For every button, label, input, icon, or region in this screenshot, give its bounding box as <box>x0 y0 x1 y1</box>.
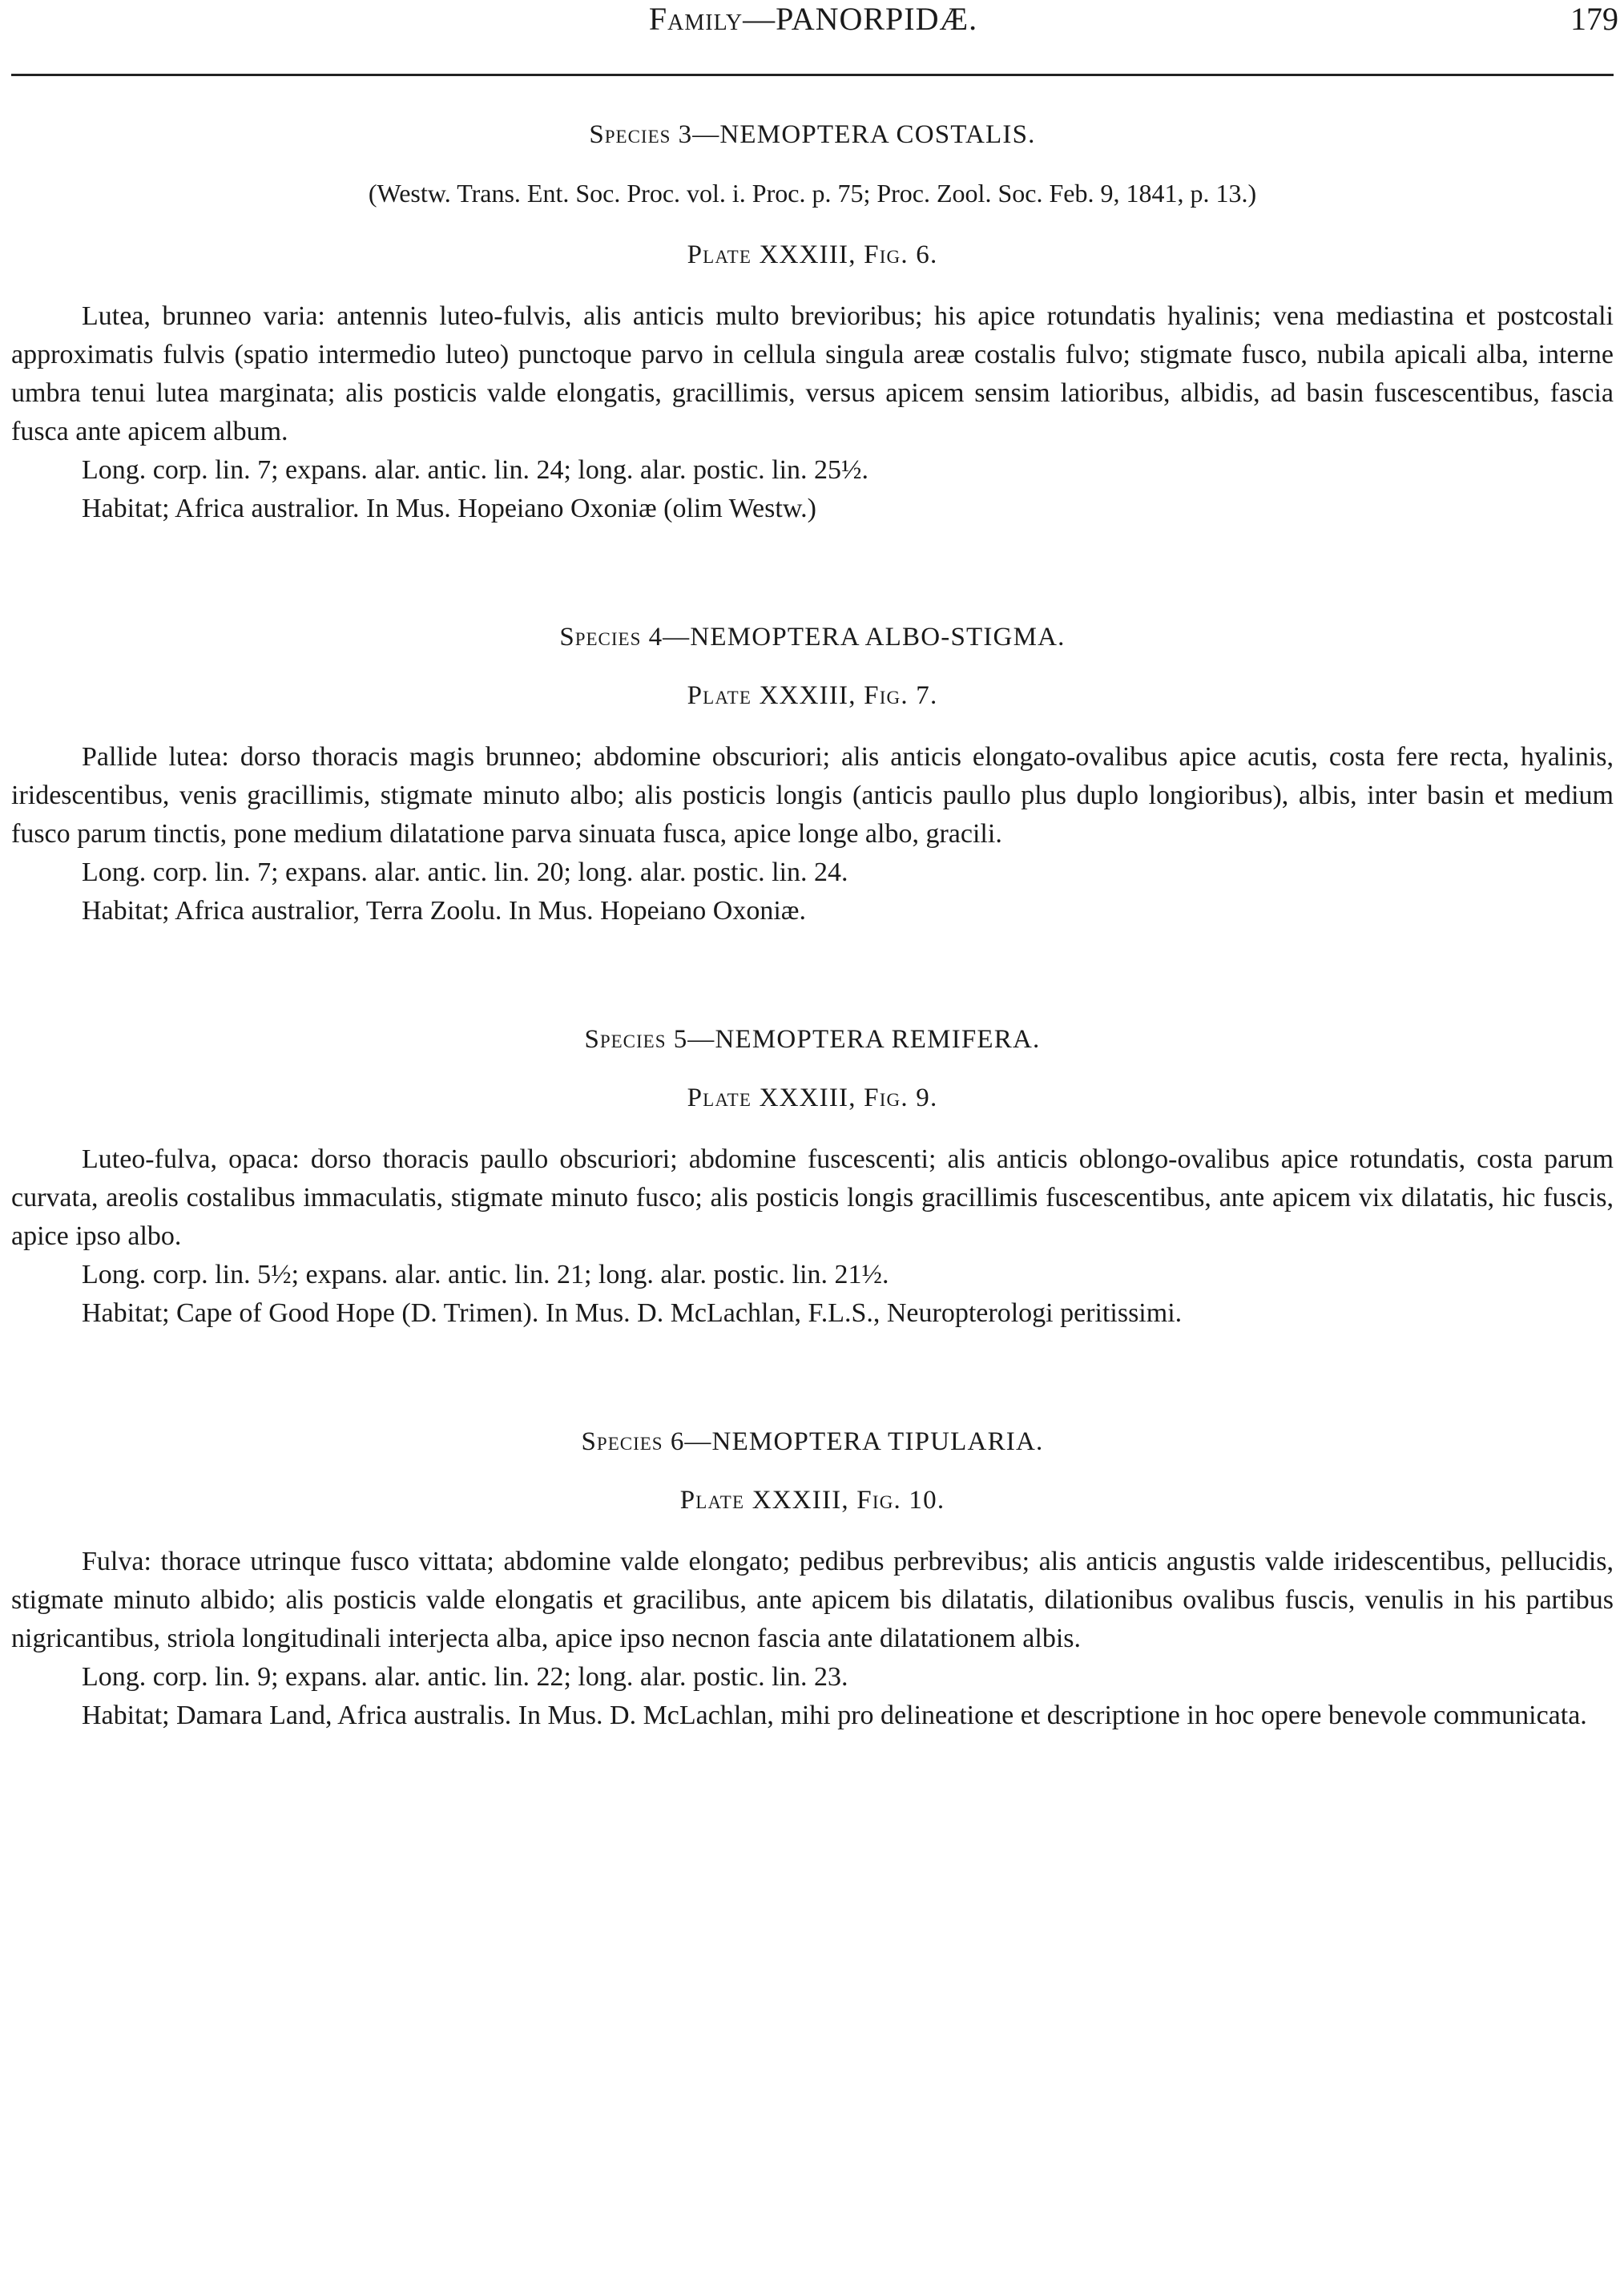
plate-reference <box>11 1486 1614 1515</box>
species-section-6 <box>11 1427 1614 1735</box>
plate-number: XXXIII, <box>752 240 864 269</box>
page-number: 179 <box>1570 1 1618 37</box>
page-content <box>11 120 1614 1735</box>
plate-reference <box>11 240 1614 270</box>
species-section-3 <box>11 120 1614 528</box>
fig-number: 7. <box>908 681 938 710</box>
species-habitat: Habitat; Cape of Good Hope (D. Trimen). In Mus. D. McLachlan, F.L.S., Neuropterologi peritissimi. <box>82 1298 1183 1328</box>
fig-label: Fig. <box>864 240 909 269</box>
species-habitat: Habitat; Africa australior. In Mus. Hopeiano Oxoniæ (olim Westw.) <box>82 494 816 523</box>
species-label: Species 4 <box>559 623 663 652</box>
species-section-5 <box>11 1025 1614 1333</box>
running-head <box>8 0 1618 48</box>
species-measurements: Long. corp. lin. 7; expans. alar. antic. lin. 24; long. alar. postic. lin. 25½. <box>82 455 869 485</box>
species-description: Pallide lutea: dorso thoracis magis brunneo; abdomine obscuriori; alis anticis elongato-ovalibus apice acutis, costa fere recta, hyalinis, iridescentibus, venis gracillimis, stigmate minuto albo; alis posticis longis (anticis paullo plus duplo longioribus), albis, inter basin et medium fusco parum tinctis, pone medium dilatatione parva sinuata fusca, apice longe albo, gracili. <box>11 742 1614 849</box>
species-measurements: Long. corp. lin. 7; expans. alar. antic. lin. 20; long. alar. postic. lin. 24. <box>82 858 848 887</box>
fig-label: Fig. <box>864 681 909 710</box>
plate-reference <box>11 681 1614 711</box>
species-section-4 <box>11 623 1614 930</box>
plate-reference <box>11 1083 1614 1113</box>
species-name: —NEMOPTERA ALBO-STIGMA. <box>663 623 1066 652</box>
plate-number: XXXIII, <box>752 681 864 710</box>
fig-label: Fig. <box>864 1083 909 1112</box>
fig-label: Fig. <box>856 1486 901 1515</box>
fig-number: 9. <box>908 1083 938 1112</box>
species-measurements: Long. corp. lin. 5½; expans. alar. antic. lin. 21; long. alar. postic. lin. 21½. <box>82 1260 889 1289</box>
species-heading <box>11 1427 1614 1457</box>
species-habitat: Habitat; Damara Land, Africa australis. In Mus. D. McLachlan, mihi pro delineatione et descriptione in hoc opere benevole communicata. <box>82 1701 1587 1730</box>
species-name: —NEMOPTERA TIPULARIA. <box>684 1427 1044 1456</box>
species-name: —NEMOPTERA REMIFERA. <box>687 1025 1041 1054</box>
plate-number: XXXIII, <box>744 1486 857 1515</box>
plate-label: Plate <box>687 240 752 269</box>
species-description: Luteo-fulva, opaca: dorso thoracis paullo obscuriori; abdomine fuscescenti; alis anticis oblongo-ovalibus apice rotundatis, costa parum curvata, areolis costalibus immaculatis, stigmate minuto fusco; alis posticis longis gracillimis fuscescentibus, ante apicem vix dilatatis, hic fuscis, apice ipso albo. <box>11 1144 1614 1251</box>
species-heading <box>11 120 1614 150</box>
species-habitat: Habitat; Africa australior, Terra Zoolu. In Mus. Hopeiano Oxoniæ. <box>82 896 806 926</box>
fig-number: 6. <box>908 240 938 269</box>
species-measurements: Long. corp. lin. 9; expans. alar. antic. lin. 22; long. alar. postic. lin. 23. <box>82 1662 848 1692</box>
plate-number: XXXIII, <box>752 1083 864 1112</box>
species-heading <box>11 1025 1614 1055</box>
species-label: Species 5 <box>584 1025 688 1054</box>
species-reference: (Westw. Trans. Ent. Soc. Proc. vol. i. Proc. p. 75; Proc. Zool. Soc. Feb. 9, 1841, p. 13.) <box>368 179 1257 208</box>
plate-label: Plate <box>687 1083 752 1112</box>
species-name: —NEMOPTERA COSTALIS. <box>692 120 1036 149</box>
header-rule <box>11 74 1614 76</box>
species-description: Fulva: thorace utrinque fusco vittata; abdomine valde elongato; pedibus perbrevibus; alis anticis angustis valde iridescentibus, pellucidis, stigmate minuto albido; alis posticis valde elongatis et gracilibus, ante apicem bis dilatatis, dilationibus ovalibus fuscis, venulis in his partibus nigricantibus, striola longitudinali interjecta alba, apice ipso necnon fascia ante dilatationem albis. <box>11 1547 1614 1653</box>
species-description: Lutea, brunneo varia: antennis luteo-fulvis, alis anticis multo brevioribus; his apice rotundatis hyalinis; vena mediastina et postcostali approximatis fulvis (spatio intermedio luteo) punctoque parvo in cellula singula areæ costalis fulvo; stigmate fusco, nubila apicali alba, interne umbra tenui lutea marginata; alis posticis valde elongatis, gracillimis, versus apicem sensim latioribus, albidis, ad basin fuscescentibus, fascia fusca ante apicem album. <box>11 301 1614 446</box>
plate-label: Plate <box>679 1486 745 1515</box>
fig-number: 10. <box>901 1486 945 1515</box>
plate-label: Plate <box>687 681 752 710</box>
running-title: Family—PANORPIDÆ. <box>648 1 978 37</box>
species-label: Species 3 <box>589 120 693 149</box>
species-label: Species 6 <box>581 1427 685 1456</box>
species-heading <box>11 623 1614 652</box>
